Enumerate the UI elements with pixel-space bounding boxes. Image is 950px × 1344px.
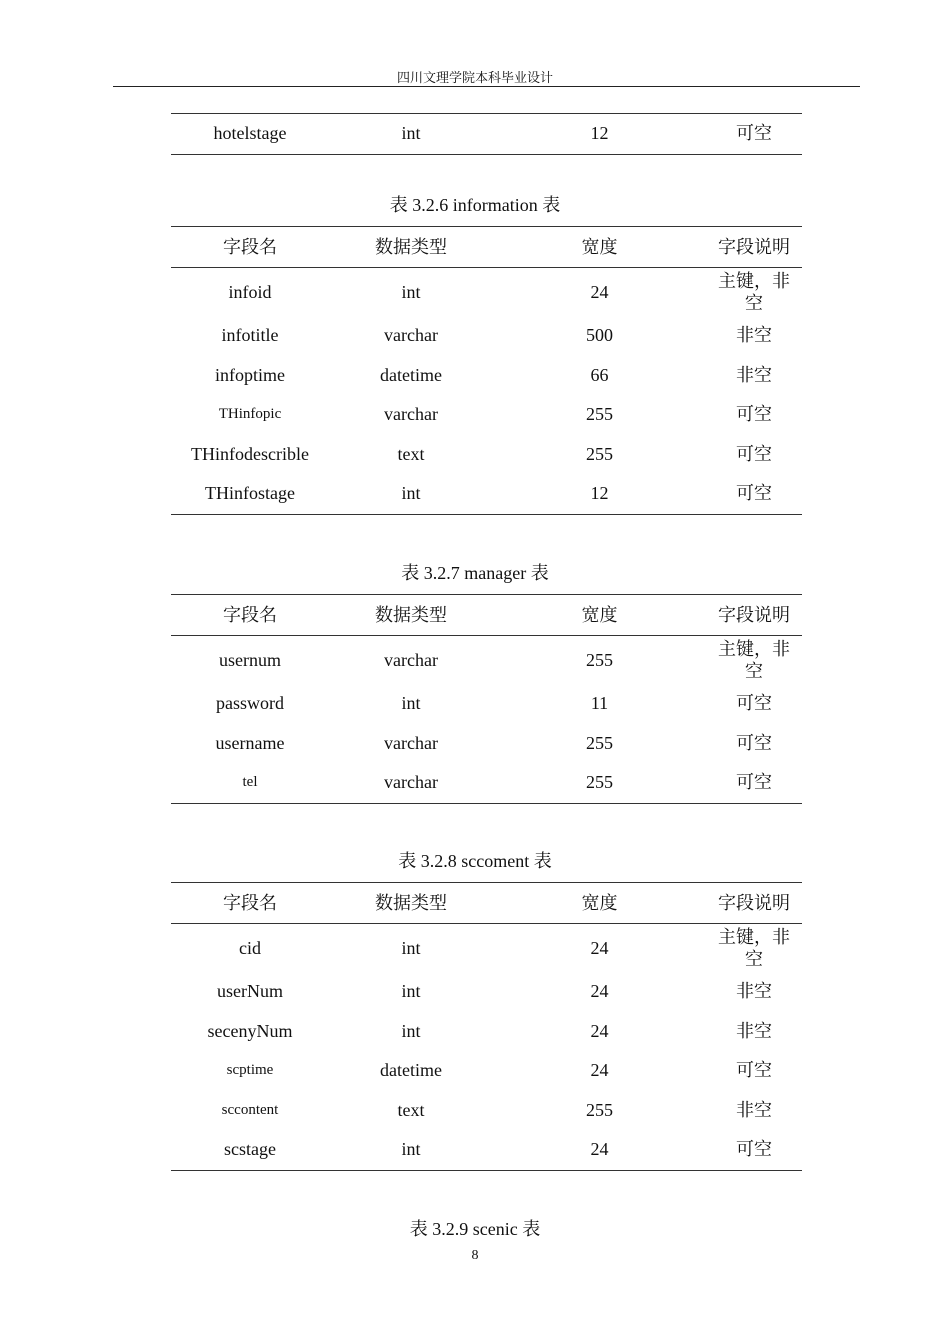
cell-data-type: varchar bbox=[384, 404, 438, 425]
description-text: 主键，非空 bbox=[718, 639, 790, 681]
table-row bbox=[171, 114, 802, 155]
cell-data-type: int bbox=[329, 1130, 493, 1170]
cell-data-type: int bbox=[401, 981, 421, 1002]
cell-width: 24 bbox=[590, 981, 609, 1002]
cell-width: 24 bbox=[493, 1130, 706, 1170]
page-number: 8 bbox=[471, 1248, 479, 1263]
cell-width: 500 bbox=[586, 325, 613, 346]
cell-data-type: int bbox=[401, 937, 421, 958]
cell-description: 非空 bbox=[736, 981, 772, 1002]
cell-description bbox=[706, 924, 802, 973]
table-caption: 表 3.2.8 sccoment 表 bbox=[398, 851, 552, 871]
cell-field-name: scstage bbox=[171, 1130, 329, 1170]
cell-data-type: datetime bbox=[380, 1060, 442, 1081]
cell-field-name: hotelstage bbox=[171, 114, 329, 155]
table-header-row bbox=[171, 227, 802, 268]
cell-width: 24 bbox=[590, 281, 609, 302]
cell-field-name: username bbox=[215, 732, 285, 753]
cell-description: 可空 bbox=[736, 1060, 772, 1081]
cell-width: 12 bbox=[493, 114, 706, 155]
cell-width: 255 bbox=[586, 404, 613, 425]
cell-data-type: datetime bbox=[380, 364, 442, 385]
cell-field-name: secenyNum bbox=[207, 1020, 293, 1041]
description-text: 主键，非空 bbox=[718, 271, 790, 313]
cell-description bbox=[706, 268, 802, 317]
table-row bbox=[171, 972, 802, 1012]
cell-data-type: varchar bbox=[384, 732, 438, 753]
cell-description: 可空 bbox=[736, 443, 772, 464]
cell-width: 255 bbox=[493, 763, 706, 803]
description-text: 主键，非空 bbox=[718, 927, 790, 969]
table-row bbox=[171, 763, 802, 803]
table-row bbox=[171, 1091, 802, 1131]
cell-data-type: varchar bbox=[384, 649, 438, 670]
cell-description: 可空 bbox=[706, 474, 802, 514]
cell-field-name: infoid bbox=[228, 281, 272, 302]
cell-description: 非空 bbox=[736, 1020, 772, 1041]
cell-data-type: text bbox=[397, 1099, 425, 1120]
cell-width: 66 bbox=[590, 364, 609, 385]
cell-field-name: THinfostage bbox=[171, 474, 329, 514]
header-field-name: 字段名 bbox=[171, 883, 329, 924]
manager-table bbox=[171, 594, 802, 804]
table-row bbox=[171, 1012, 802, 1052]
cell-description: 非空 bbox=[736, 325, 772, 346]
table-row bbox=[171, 435, 802, 475]
cell-field-name: usernum bbox=[219, 649, 281, 670]
cell-field-name: THinfopic bbox=[218, 406, 282, 423]
cell-data-type: varchar bbox=[384, 325, 438, 346]
table-row bbox=[171, 474, 802, 514]
cell-description: 可空 bbox=[706, 763, 802, 803]
cell-width: 255 bbox=[586, 1099, 613, 1120]
table-row bbox=[171, 724, 802, 764]
header-description: 字段说明 bbox=[706, 595, 802, 636]
cell-width: 24 bbox=[590, 1060, 609, 1081]
cell-field-name: infotitle bbox=[221, 325, 279, 346]
cell-width: 11 bbox=[590, 693, 609, 714]
cell-description: 非空 bbox=[736, 364, 772, 385]
cell-field-name: password bbox=[216, 693, 284, 714]
cell-data-type: int bbox=[329, 474, 493, 514]
table-row bbox=[171, 684, 802, 724]
header-rule bbox=[113, 86, 860, 87]
header-description: 字段说明 bbox=[706, 883, 802, 924]
cell-description: 可空 bbox=[736, 732, 772, 753]
cell-width: 24 bbox=[590, 1020, 609, 1041]
table-row bbox=[171, 316, 802, 356]
cell-field-name: userNum bbox=[217, 981, 283, 1002]
table-caption: 表 3.2.6 information 表 bbox=[389, 195, 561, 215]
cell-description bbox=[706, 636, 802, 685]
cell-data-type: int bbox=[401, 1020, 421, 1041]
cell-field-name: sccontent bbox=[221, 1101, 279, 1118]
header-width: 宽度 bbox=[493, 883, 706, 924]
cell-description: 可空 bbox=[736, 404, 772, 425]
header-data-type: 数据类型 bbox=[329, 595, 493, 636]
continued-table bbox=[171, 113, 802, 155]
cell-field-name: infoptime bbox=[215, 364, 285, 385]
cell-data-type: int bbox=[329, 114, 493, 155]
cell-description: 可空 bbox=[706, 114, 802, 155]
cell-field-name: tel bbox=[171, 763, 329, 803]
cell-field-name: cid bbox=[239, 937, 261, 958]
table-header-row bbox=[171, 883, 802, 924]
header-width: 宽度 bbox=[493, 595, 706, 636]
header-width: 宽度 bbox=[493, 227, 706, 268]
page-header: 四川文理学院本科毕业设计 bbox=[396, 70, 553, 85]
table-row bbox=[171, 924, 802, 973]
cell-data-type: int bbox=[401, 281, 421, 302]
table-row bbox=[171, 636, 802, 685]
cell-data-type: varchar bbox=[329, 763, 493, 803]
cell-description: 非空 bbox=[736, 1099, 772, 1120]
header-field-name: 字段名 bbox=[171, 595, 329, 636]
cell-field-name: scptime bbox=[226, 1062, 274, 1079]
sccoment-table bbox=[171, 882, 802, 1171]
information-table bbox=[171, 226, 802, 515]
cell-width: 12 bbox=[493, 474, 706, 514]
cell-width: 255 bbox=[586, 732, 613, 753]
table-row bbox=[171, 1051, 802, 1091]
header-data-type: 数据类型 bbox=[329, 883, 493, 924]
table-caption: 表 3.2.7 manager 表 bbox=[401, 563, 549, 583]
table-row bbox=[171, 395, 802, 435]
cell-data-type: text bbox=[397, 443, 425, 464]
header-data-type: 数据类型 bbox=[329, 227, 493, 268]
cell-field-name: THinfodescrible bbox=[191, 443, 309, 464]
cell-width: 255 bbox=[586, 443, 613, 464]
cell-data-type: int bbox=[401, 693, 421, 714]
table-header-row bbox=[171, 595, 802, 636]
cell-width: 255 bbox=[586, 649, 613, 670]
table-row bbox=[171, 1130, 802, 1170]
header-field-name: 字段名 bbox=[171, 227, 329, 268]
table-row bbox=[171, 356, 802, 396]
cell-width: 24 bbox=[590, 937, 609, 958]
table-caption: 表 3.2.9 scenic 表 bbox=[409, 1219, 541, 1239]
cell-description: 可空 bbox=[736, 693, 772, 714]
header-description: 字段说明 bbox=[706, 227, 802, 268]
cell-description: 可空 bbox=[706, 1130, 802, 1170]
table-row bbox=[171, 268, 802, 317]
